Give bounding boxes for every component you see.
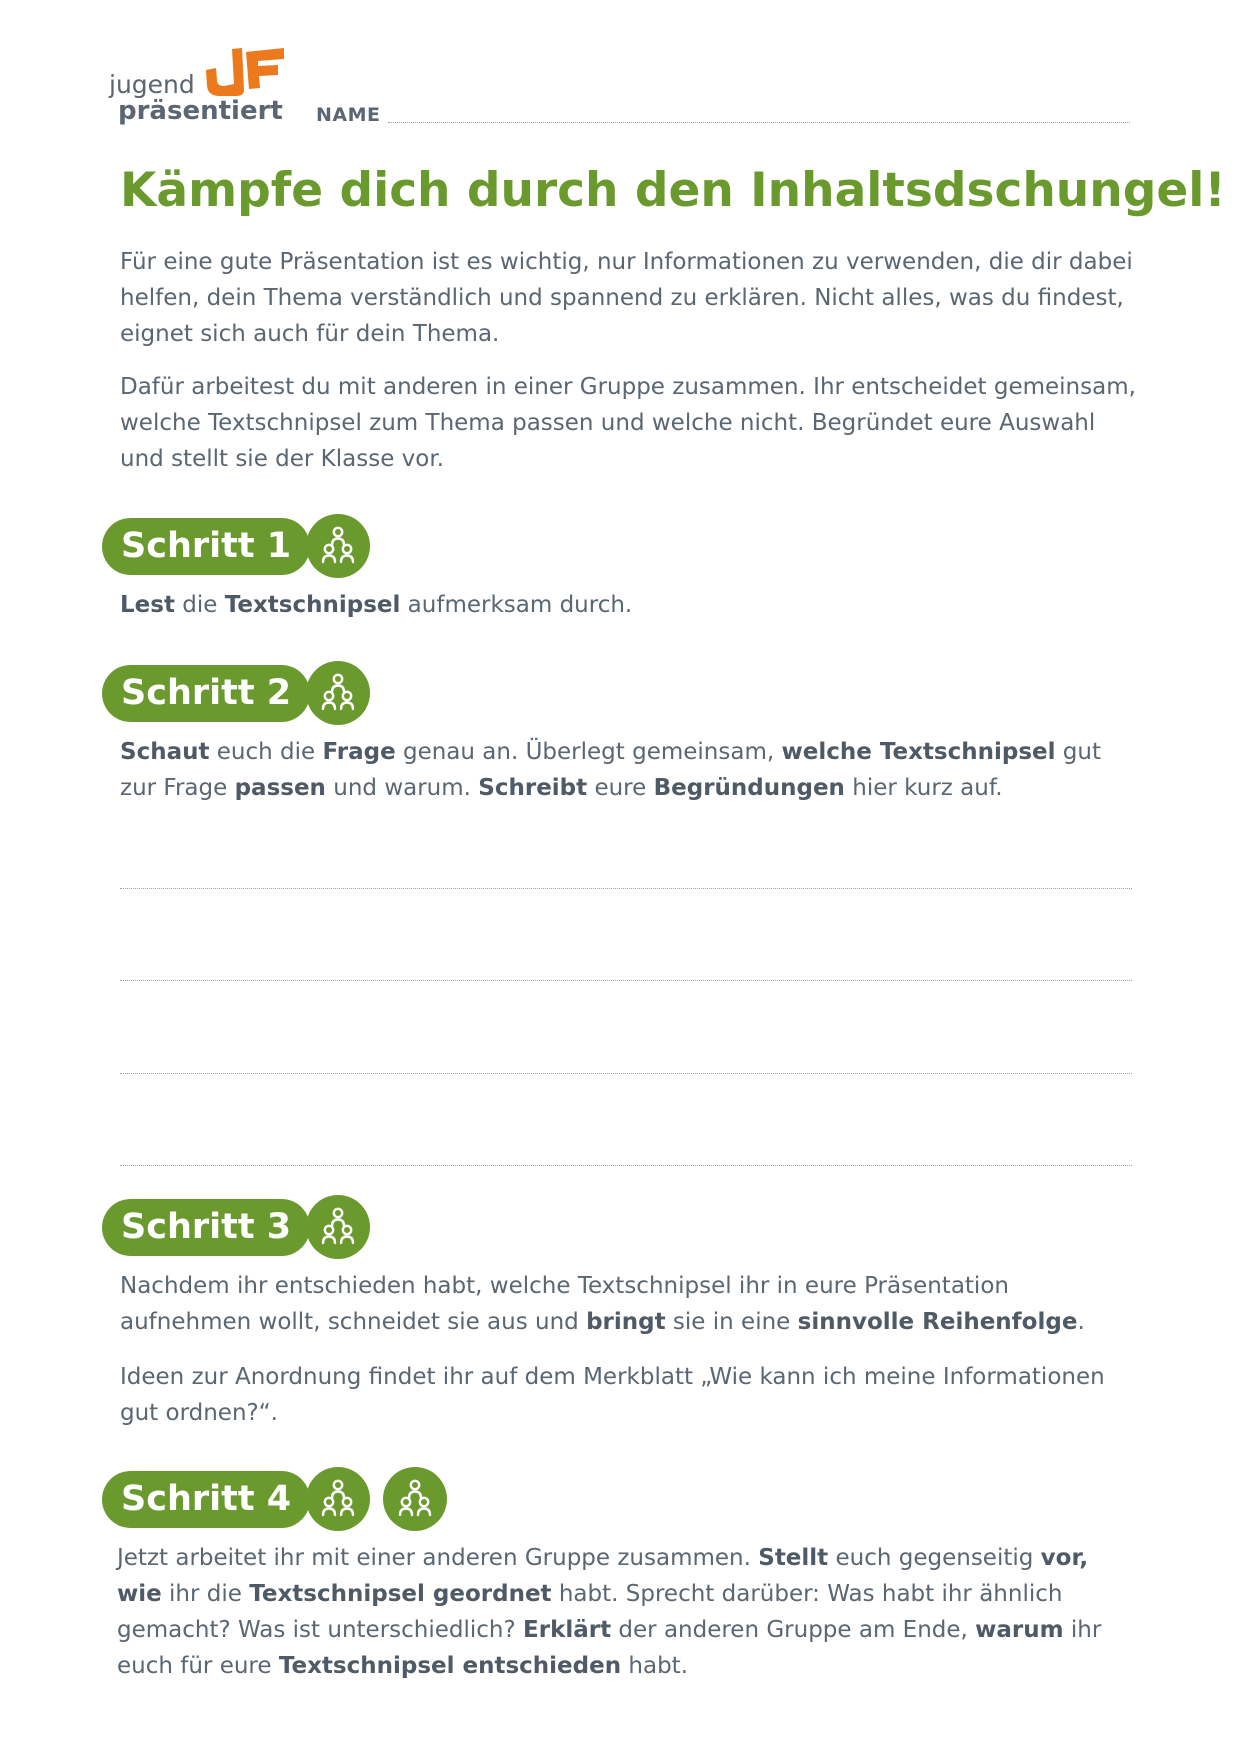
group-icon xyxy=(306,514,370,578)
group-icon xyxy=(306,661,370,725)
answer-line-4[interactable] xyxy=(120,1165,1132,1166)
emphasis-text: passen xyxy=(234,775,326,801)
body-text: hier kurz auf. xyxy=(844,775,1003,801)
body-text: Jetzt arbeitet ihr mit einer anderen Gruppe zusammen. xyxy=(117,1545,759,1571)
brand-name-line2: präsentiert xyxy=(118,96,283,126)
brand-name-line1: jugend xyxy=(109,70,195,99)
emphasis-text: Textschnipsel xyxy=(224,592,401,618)
body-text: habt. Sprecht darüber: Was habt ihr ähnlich gemacht? Was ist unterschiedlich? xyxy=(117,1581,1063,1643)
page-title: Kämpfe dich durch den Inhaltsdschungel! xyxy=(120,163,1226,218)
body-text: und warum. xyxy=(325,775,479,801)
step-3-text-1 xyxy=(120,1268,1140,1340)
body-text: gut zur Frage xyxy=(120,739,1102,801)
step-4-label: Schritt 4 xyxy=(102,1471,310,1528)
body-text: habt. xyxy=(621,1653,689,1679)
answer-line-2[interactable] xyxy=(120,980,1132,981)
body-text: euch gegenseitig xyxy=(828,1545,1041,1571)
body-text: der anderen Gruppe am Ende, xyxy=(611,1617,976,1643)
body-text: die xyxy=(174,592,225,618)
body-text: euch die xyxy=(209,739,323,765)
body-text: genau an. Überlegt gemeinsam, xyxy=(395,739,782,765)
emphasis-text: welche Textschnipsel xyxy=(781,739,1056,765)
brand-logo xyxy=(106,44,286,134)
emphasis-text: Stellt xyxy=(758,1545,829,1571)
emphasis-text: Frage xyxy=(322,739,396,765)
step-2-label: Schritt 2 xyxy=(102,665,310,722)
emphasis-text: Schaut xyxy=(120,739,210,765)
body-text: sie in eine xyxy=(665,1309,798,1335)
body-text: ihr die xyxy=(161,1581,250,1607)
step-3-text-2 xyxy=(120,1359,1110,1431)
emphasis-text: Erklärt xyxy=(523,1617,612,1643)
body-text: ihr euch für eure xyxy=(117,1617,1102,1679)
intro-paragraph-1: Für eine gute Präsentation ist es wichtig, nur Informationen zu verwenden, die dir dabei helfen, dein Thema verständlich und spannend zu erklären. Nicht alles, was du findest, eignet sich auch für dein Thema. xyxy=(120,249,1133,347)
intro-paragraph-2: Dafür arbeitest du mit anderen in einer Gruppe zusammen. Ihr entscheidet gemeinsam, welche Textschnipsel zum Thema passen und welche nicht. Begründet eure Auswahl und stellt sie der Klasse vor. xyxy=(120,374,1136,472)
step-4-text xyxy=(117,1540,1137,1684)
body-text: eure xyxy=(587,775,654,801)
answer-line-1[interactable] xyxy=(120,888,1132,889)
emphasis-text: Begründungen xyxy=(653,775,845,801)
emphasis-text: vor, wie xyxy=(117,1545,1089,1607)
group-icon xyxy=(306,1467,370,1531)
step-3-label: Schritt 3 xyxy=(102,1199,310,1256)
step-1-text xyxy=(120,587,1140,623)
emphasis-text: Lest xyxy=(120,592,175,618)
brand-mark-icon xyxy=(202,46,286,96)
name-label: NAME xyxy=(316,104,381,126)
body-text: aufmerksam durch. xyxy=(400,592,633,618)
step-2-text xyxy=(120,734,1140,806)
emphasis-text: Schreibt xyxy=(478,775,588,801)
emphasis-text: bringt xyxy=(586,1309,666,1335)
body-text: Ideen zur Anordnung findet ihr auf dem Merkblatt „Wie kann ich meine Informationen gut ordnen?“. xyxy=(120,1364,1105,1426)
body-text: Nachdem ihr entschieden habt, welche Textschnipsel ihr in eure Präsentation aufnehmen wollt, schneidet sie aus und xyxy=(120,1273,1009,1335)
emphasis-text: Textschnipsel geordnet xyxy=(249,1581,552,1607)
emphasis-text: warum xyxy=(975,1617,1064,1643)
group-icon xyxy=(383,1467,447,1531)
answer-line-3[interactable] xyxy=(120,1073,1132,1074)
body-text: . xyxy=(1077,1309,1085,1335)
step-1-label: Schritt 1 xyxy=(102,518,310,575)
emphasis-text: sinnvolle Reihenfolge xyxy=(797,1309,1078,1335)
emphasis-text: Textschnipsel entschieden xyxy=(278,1653,622,1679)
group-icon xyxy=(306,1195,370,1259)
name-write-line[interactable] xyxy=(388,122,1130,123)
